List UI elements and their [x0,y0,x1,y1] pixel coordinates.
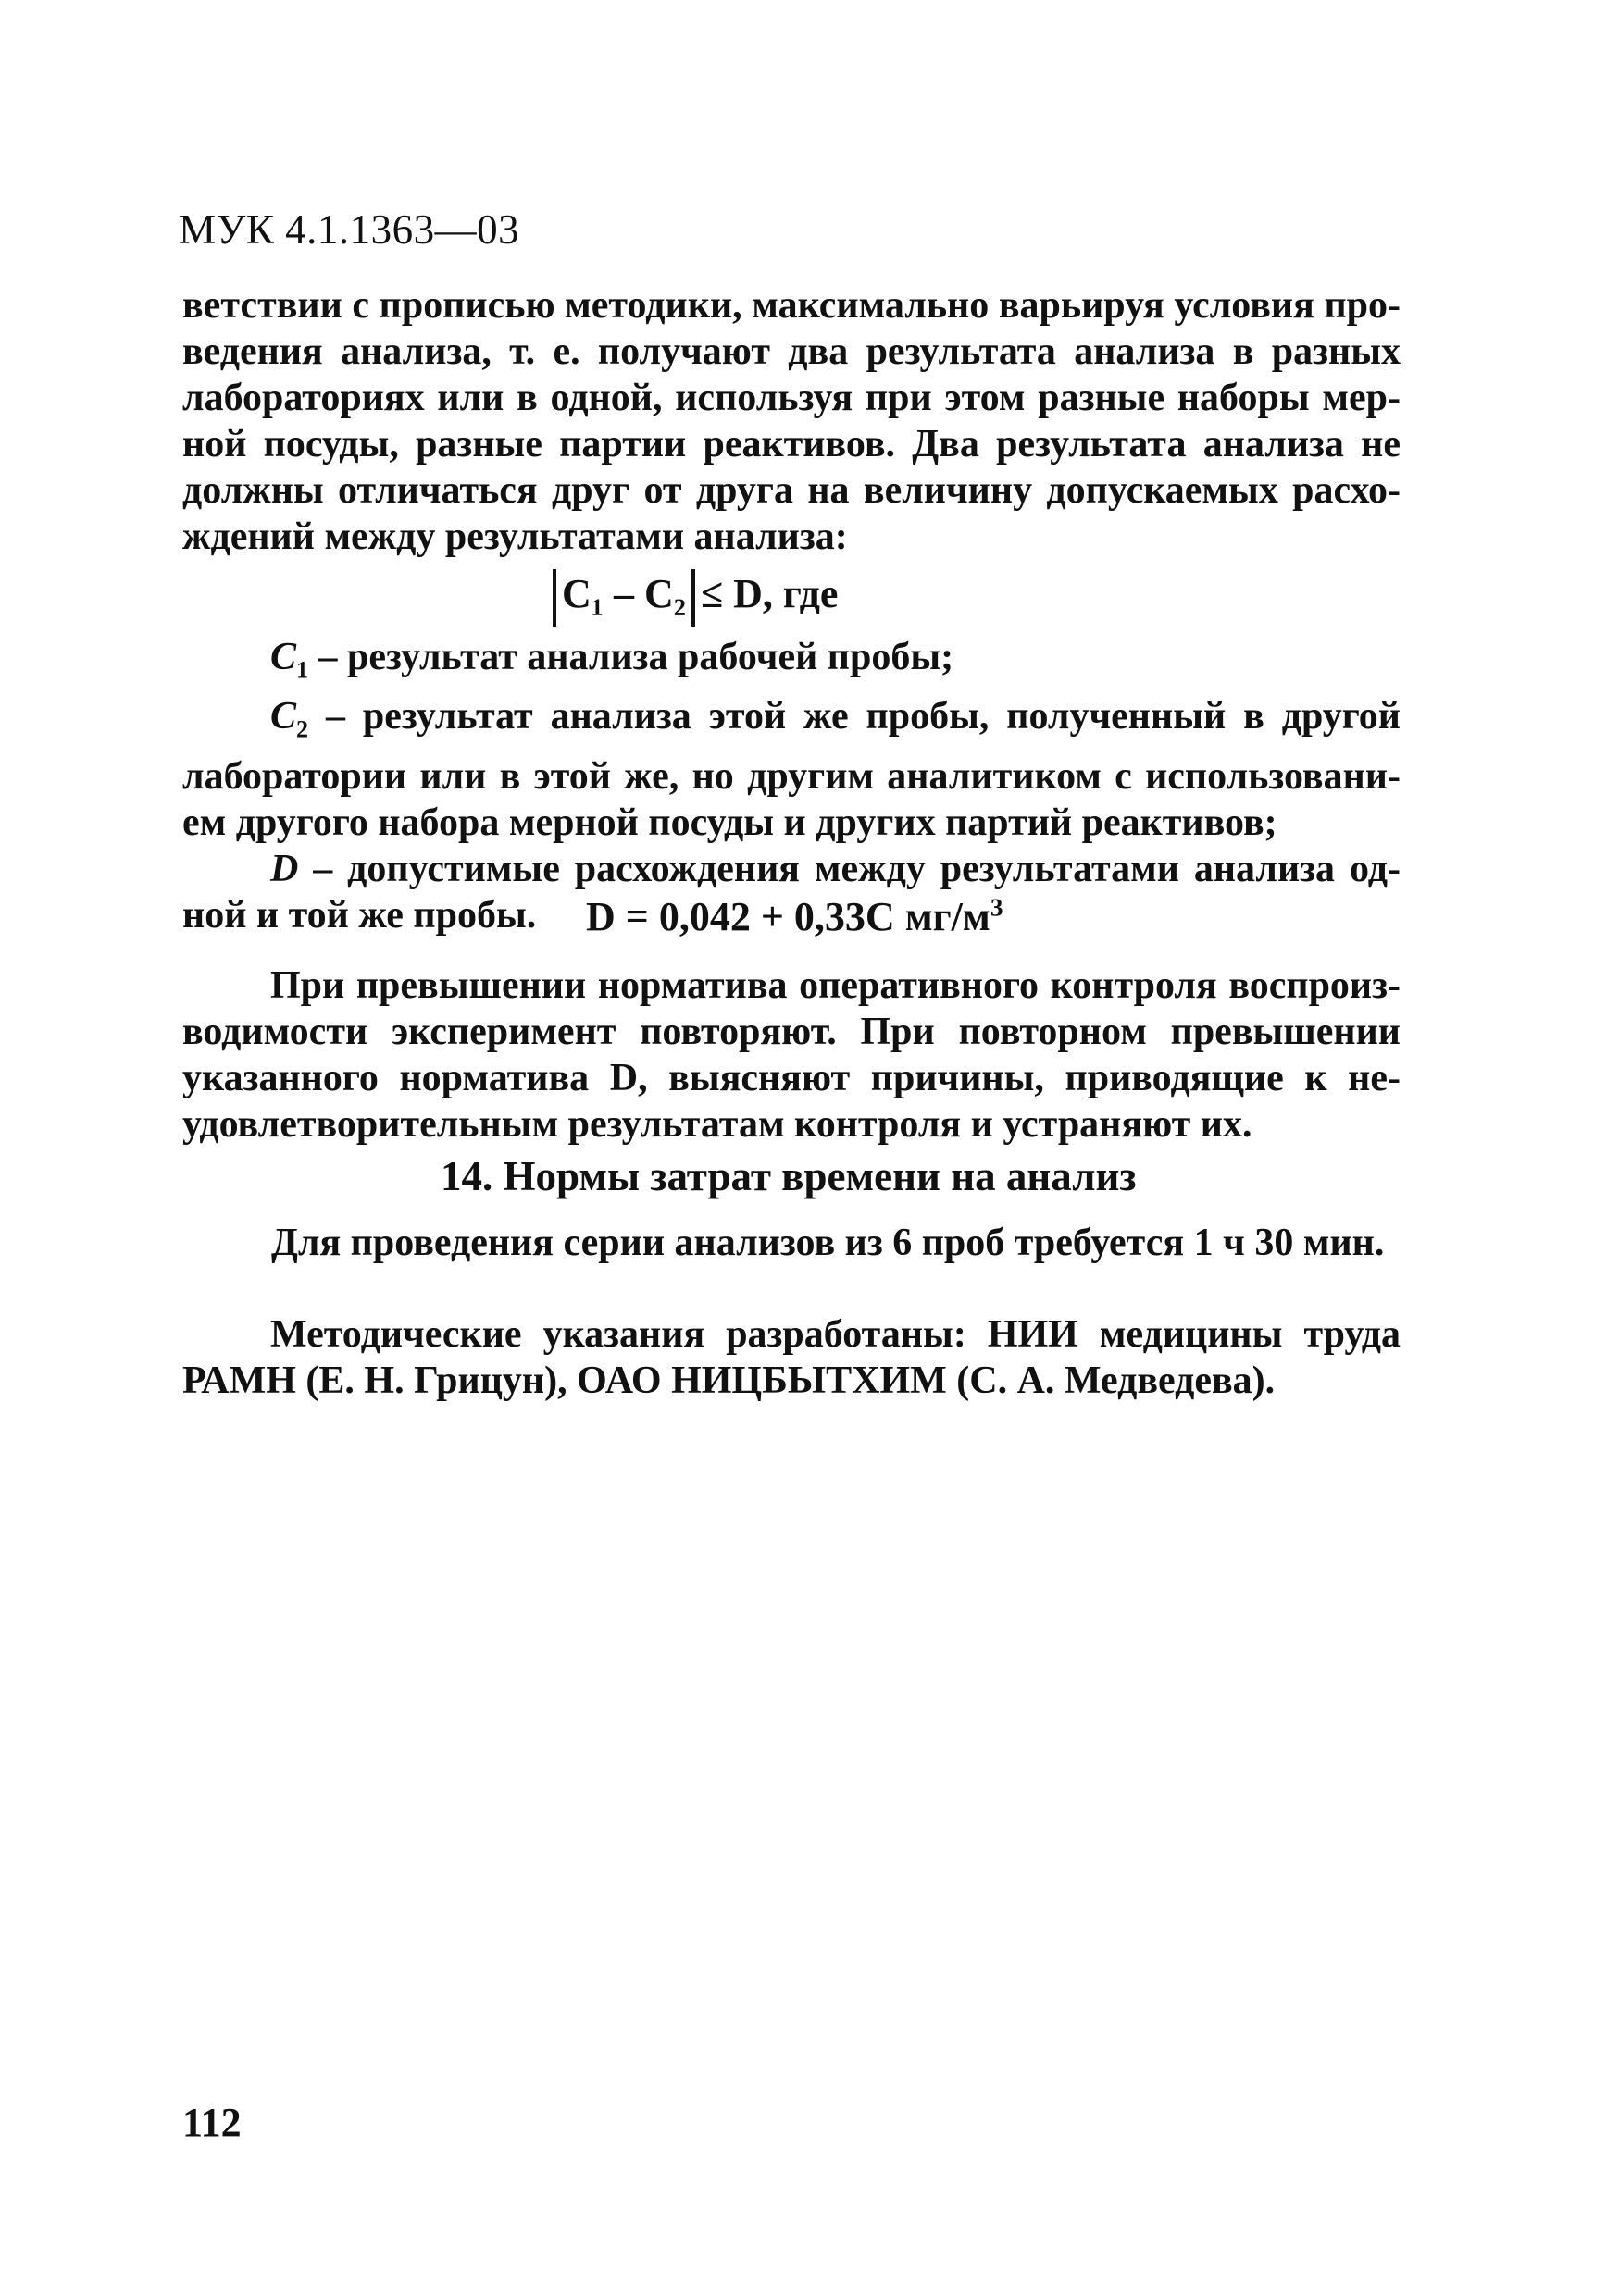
formula-rhs: ≤ D, где [700,571,839,617]
abs-bar-left [553,569,556,627]
document-header: МУК 4.1.1363—03 [179,206,520,253]
definition-text: – результат анализа этой же пробы, полученный в другой [308,695,1401,738]
text-line: ем другого набора мерной посуды и других партий реактивов; [182,800,1277,844]
var-c: C [270,636,297,678]
definition-c2 [182,693,1401,752]
var-c: C [270,695,297,738]
var-d: D [270,847,299,890]
formula-lhs: C₁ – C₂ [562,571,686,617]
var-subscript: 1 [296,656,309,684]
text-line: РАМН (Е. Н. Грицун), ОАО НИЦБЫТХИМ (С. А. Медведева). [182,1359,1276,1402]
authors-note [182,1311,1401,1404]
definition-d [182,846,1401,892]
abs-bar-right [691,569,695,627]
text-line: удовлетворительным результатам контроля и устраняют их. [182,1103,1252,1146]
time-note: Для проведения серии анализов из 6 проб требуется 1 ч 30 мин. [271,1222,1385,1264]
definition-text: – допустимые расхождения между результатами анализа од- [298,847,1401,890]
text-line: должны отличаться друг от друга на величину допускаемых расхо- [182,469,1401,512]
formula-d [586,893,1003,940]
text-line: ждений между результатами анализа: [182,515,848,558]
paragraph-procedure [182,282,1401,560]
text-line: ведения анализа, т. е. получают два результата анализа в разных [182,330,1401,373]
text-line: водимости эксперимент повторяют. При повторном превышении [182,1011,1401,1053]
text-line: ной и той же пробы. [182,893,537,937]
section-heading: 14. Нормы затрат времени на анализ [441,1153,1137,1199]
paragraph-control [182,962,1401,1148]
text-line: Методические указания разработаны: НИИ медицины труда [270,1313,1401,1356]
text-line: лабораториях или в одной, используя при этом разные наборы мер- [182,377,1401,419]
text-line: ной посуды, разные партии реактивов. Два результата анализа не [182,423,1401,465]
definition-text: – результат анализа рабочей пробы; [308,636,954,678]
formula-d-sup: 3 [990,893,1003,922]
text-line: лаборатории или в этой же, но другим аналитиком с использовани- [182,754,1401,798]
formula-d-text: D = 0,042 + 0,33С мг/м [586,894,990,939]
text-line: ветствии с прописью методики, максимально варьируя условия про- [182,284,1401,327]
text-line: указанного норматива D, выясняют причины, приводящие к не- [182,1057,1401,1099]
var-subscript: 2 [296,715,309,743]
page-number: 112 [182,2100,242,2145]
definition-c1 [182,634,1401,693]
formula-abs-difference [547,569,838,627]
text-line: При превышении норматива оперативного контроля воспроиз- [270,964,1401,1007]
